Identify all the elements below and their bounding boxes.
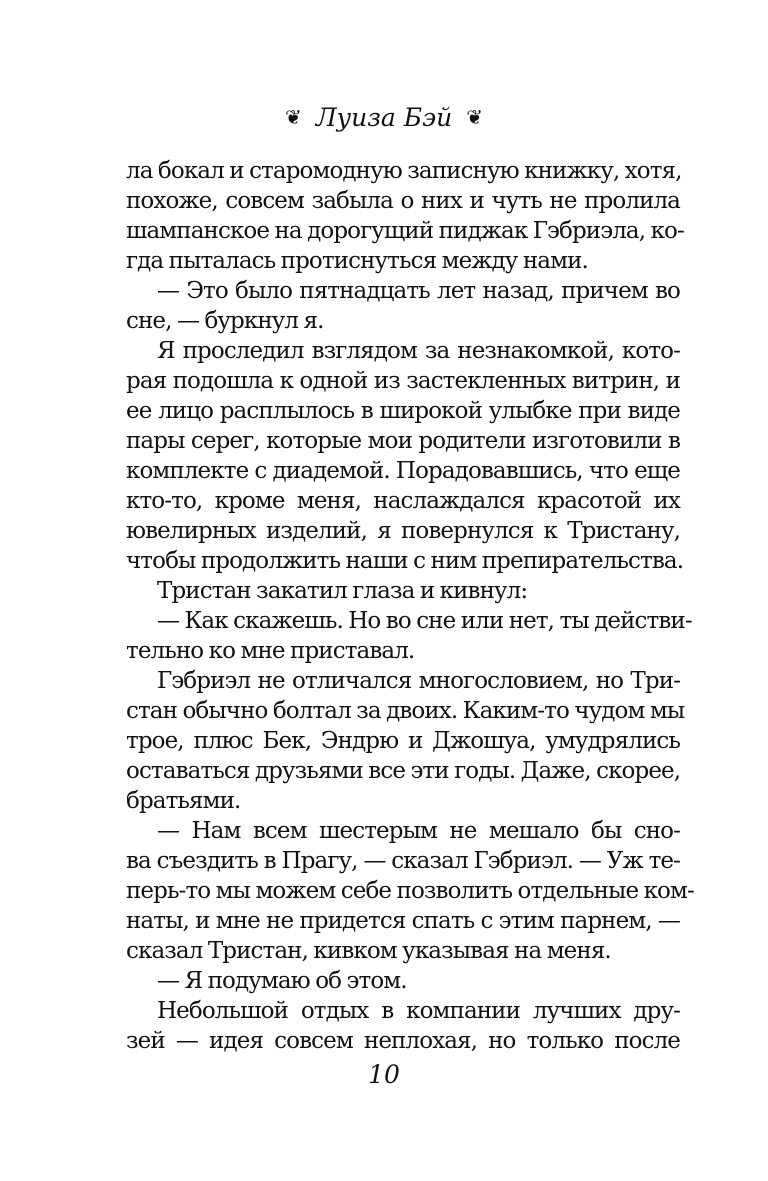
text-line: — Нам всем шестерым не мешало бы сно- <box>157 818 680 844</box>
text-line: оставаться друзьями все эти годы. Даже, скорее, <box>126 758 681 784</box>
text-line: чтобы продолжить наши с ним препирательства. <box>126 548 684 574</box>
text-line: Я проследил взглядом за незнакомкой, кото- <box>157 338 680 364</box>
text-line: Небольшой отдых в компании лучших дру- <box>157 998 680 1024</box>
right-ornament-icon: ❦ <box>466 105 483 129</box>
running-head <box>0 102 768 133</box>
text-line: похоже, совсем забыла о них и чуть не пролила <box>126 188 680 214</box>
text-line: шампанское на дорогущий пиджак Гэбриэла, ко- <box>126 218 684 244</box>
text-line: — Это было пятнадцать лет назад, причем во <box>157 278 680 304</box>
text-line: — Как скажешь. Но во сне или нет, ты действи- <box>157 608 692 634</box>
text-line: Гэбриэл не отличался многословием, но Три- <box>157 668 680 694</box>
text-line: перь-то мы можем себе позволить отдельные ком- <box>126 878 694 904</box>
text-line: сне, — буркнул я. <box>126 308 324 334</box>
text-line: пары серег, которые мои родители изготовили в <box>126 428 680 454</box>
text-line: сказал Тристан, кивком указывая на меня. <box>126 938 611 964</box>
author-name: Луиза Бэй <box>315 103 453 132</box>
text-line: рая подошла к одной из застекленных витрин, и <box>126 368 680 394</box>
text-line: Тристан закатил глаза и кивнул: <box>157 578 528 604</box>
text-line: ювелирных изделий, я повернулся к Тристану, <box>126 518 680 544</box>
text-line: трое, плюс Бек, Эндрю и Джошуа, умудрялись <box>126 728 680 754</box>
text-line: стан обычно болтал за двоих. Каким-то чудом мы <box>126 698 685 724</box>
text-line: ла бокал и старомодную записную книжку, хотя, <box>126 158 682 184</box>
text-line: братьями. <box>126 788 241 814</box>
text-line: комплекте с диадемой. Порадовавшись, что еще <box>126 458 680 484</box>
page-number: 10 <box>368 1060 400 1089</box>
text-line: кто-то, кроме меня, наслаждался красотой их <box>126 488 680 514</box>
text-line: зей — идея совсем неплохая, но только после <box>126 1028 680 1054</box>
text-line: ее лицо расплылось в широкой улыбке при виде <box>126 398 680 424</box>
text-line: ва съездить в Прагу, — сказал Гэбриэл. — Уж те- <box>126 848 680 874</box>
text-line: — Я подумаю об этом. <box>157 968 407 994</box>
text-line: тельно ко мне приставал. <box>126 638 415 664</box>
text-line: наты, и мне не придется спать с этим парнем, — <box>126 908 680 934</box>
left-ornament-icon: ❦ <box>285 105 302 129</box>
text-line: гда пыталась протиснуться между нами. <box>126 248 588 274</box>
